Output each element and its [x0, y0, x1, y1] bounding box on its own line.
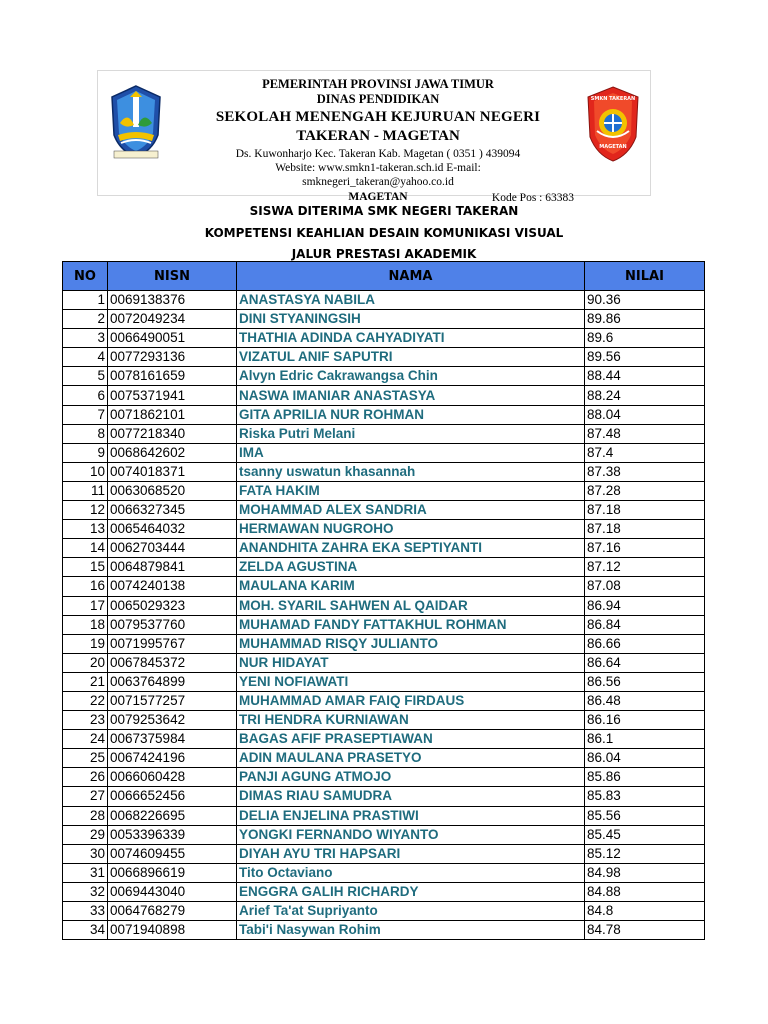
cell-nisn: 0071940898 — [108, 921, 237, 940]
table-row — [63, 558, 705, 577]
cell-nisn: 0065029323 — [108, 596, 237, 615]
table-header-row — [63, 262, 705, 291]
address-line: Ds. Kuwonharjo Kec. Takeran Kab. Magetan ( 0351 ) 439094 — [235, 148, 521, 160]
cell-nilai: 86.1 — [585, 730, 705, 749]
table-row — [63, 806, 705, 825]
cell-nilai: 87.38 — [585, 462, 705, 481]
table-row — [63, 730, 705, 749]
cell-nisn: 0075371941 — [108, 386, 237, 405]
cell-no: 16 — [63, 577, 108, 596]
cell-nilai: 87.18 — [585, 520, 705, 539]
school-type-line: SEKOLAH MENENGAH KEJURUAN NEGERI — [215, 109, 541, 125]
cell-nisn: 0053396339 — [108, 825, 237, 844]
table-row — [63, 310, 705, 329]
cell-nama: THATHIA ADINDA CAHYADIYATI — [237, 329, 585, 348]
cell-nama: TRI HENDRA KURNIAWAN — [237, 711, 585, 730]
government-line: PEMERINTAH PROVINSI JAWA TIMUR — [262, 77, 494, 91]
cell-nama: Riska Putri Melani — [237, 424, 585, 443]
table-row — [63, 367, 705, 386]
cell-nama: GITA APRILIA NUR ROHMAN — [237, 405, 585, 424]
table-row — [63, 520, 705, 539]
cell-nilai: 85.83 — [585, 787, 705, 806]
cell-no: 33 — [63, 902, 108, 921]
table-row — [63, 539, 705, 558]
cell-no: 23 — [63, 711, 108, 730]
table-row — [63, 711, 705, 730]
cell-nilai: 85.12 — [585, 844, 705, 863]
logo-bottom-text: MAGETAN — [599, 144, 627, 150]
table-row — [63, 863, 705, 882]
website-line: Website: www.smkn1-takeran.sch.id E-mail: smknegeri_takeran@yahoo.co.id — [275, 162, 481, 188]
table-row — [63, 653, 705, 672]
cell-no: 29 — [63, 825, 108, 844]
header-nama: NAMA — [237, 262, 585, 291]
cell-nama: ZELDA AGUSTINA — [237, 558, 585, 577]
table-row — [63, 481, 705, 500]
east-java-emblem-icon — [108, 83, 164, 161]
table-row — [63, 691, 705, 710]
cell-nisn: 0066652456 — [108, 787, 237, 806]
cell-no: 24 — [63, 730, 108, 749]
cell-nama: ANANDHITA ZAHRA EKA SEPTIYANTI — [237, 539, 585, 558]
cell-nisn: 0071862101 — [108, 405, 237, 424]
table-row — [63, 405, 705, 424]
cell-nisn: 0067845372 — [108, 653, 237, 672]
cell-no: 4 — [63, 348, 108, 367]
letterhead — [97, 70, 651, 204]
table-row — [63, 329, 705, 348]
cell-no: 17 — [63, 596, 108, 615]
cell-nisn: 0077293136 — [108, 348, 237, 367]
cell-nisn: 0066060428 — [108, 768, 237, 787]
cell-nisn: 0062703444 — [108, 539, 237, 558]
cell-no: 13 — [63, 520, 108, 539]
cell-nama: MOHAMMAD ALEX SANDRIA — [237, 501, 585, 520]
cell-nisn: 0072049234 — [108, 310, 237, 329]
table-row — [63, 672, 705, 691]
students-table — [62, 261, 705, 940]
cell-nisn: 0074609455 — [108, 844, 237, 863]
table-row — [63, 844, 705, 863]
cell-nilai: 87.48 — [585, 424, 705, 443]
cell-nisn: 0069443040 — [108, 882, 237, 901]
cell-nama: DELIA ENJELINA PRASTIWI — [237, 806, 585, 825]
cell-no: 28 — [63, 806, 108, 825]
cell-nama: DIYAH AYU TRI HAPSARI — [237, 844, 585, 863]
cell-nilai: 86.66 — [585, 634, 705, 653]
cell-no: 12 — [63, 501, 108, 520]
cell-no: 2 — [63, 310, 108, 329]
table-row — [63, 615, 705, 634]
cell-no: 26 — [63, 768, 108, 787]
table-row — [63, 501, 705, 520]
cell-nisn: 0071995767 — [108, 634, 237, 653]
cell-nisn: 0078161659 — [108, 367, 237, 386]
cell-no: 11 — [63, 481, 108, 500]
table-row — [63, 462, 705, 481]
cell-no: 5 — [63, 367, 108, 386]
cell-nilai: 86.64 — [585, 653, 705, 672]
cell-no: 15 — [63, 558, 108, 577]
cell-nilai: 85.56 — [585, 806, 705, 825]
cell-nama: Alvyn Edric Cakrawangsa Chin — [237, 367, 585, 386]
cell-nilai: 88.04 — [585, 405, 705, 424]
cell-no: 22 — [63, 691, 108, 710]
cell-nilai: 89.6 — [585, 329, 705, 348]
cell-no: 3 — [63, 329, 108, 348]
cell-nisn: 0063764899 — [108, 672, 237, 691]
cell-nama: IMA — [237, 443, 585, 462]
cell-no: 30 — [63, 844, 108, 863]
cell-nisn: 0074018371 — [108, 462, 237, 481]
cell-nilai: 86.16 — [585, 711, 705, 730]
table-row — [63, 921, 705, 940]
cell-nilai: 87.12 — [585, 558, 705, 577]
header-no: NO — [63, 262, 108, 291]
logo-top-text: SMKN TAKERAN — [590, 96, 636, 102]
cell-nisn: 0064879841 — [108, 558, 237, 577]
table-row — [63, 825, 705, 844]
cell-nama: YONGKI FERNANDO WIYANTO — [237, 825, 585, 844]
header-nilai: NILAI — [585, 262, 705, 291]
cell-nama: FATA HAKIM — [237, 481, 585, 500]
cell-nilai: 87.28 — [585, 481, 705, 500]
table-row — [63, 634, 705, 653]
cell-no: 31 — [63, 863, 108, 882]
cell-nilai: 90.36 — [585, 291, 705, 310]
table-row — [63, 787, 705, 806]
title-line-1: SISWA DITERIMA SMK NEGERI TAKERAN — [249, 204, 519, 218]
cell-nisn: 0068642602 — [108, 443, 237, 462]
table-row — [63, 768, 705, 787]
cell-nilai: 89.56 — [585, 348, 705, 367]
title-line-2: KOMPETENSI KEAHLIAN DESAIN KOMUNIKASI VISUAL — [204, 225, 564, 240]
cell-nama: NUR HIDAYAT — [237, 653, 585, 672]
cell-nama: VIZATUL ANIF SAPUTRI — [237, 348, 585, 367]
cell-no: 14 — [63, 539, 108, 558]
cell-nisn: 0066896619 — [108, 863, 237, 882]
table-row — [63, 902, 705, 921]
cell-nilai: 86.04 — [585, 749, 705, 768]
school-logo-icon — [585, 85, 641, 163]
cell-nisn: 0069138376 — [108, 291, 237, 310]
cell-nama: Arief Ta'at Supriyanto — [237, 902, 585, 921]
cell-nisn: 0079253642 — [108, 711, 237, 730]
cell-nama: PANJI AGUNG ATMOJO — [237, 768, 585, 787]
cell-nama: tsanny uswatun khasannah — [237, 462, 585, 481]
postal-code: Kode Pos : 63383 — [491, 192, 574, 204]
cell-nilai: 85.86 — [585, 768, 705, 787]
cell-nisn: 0074240138 — [108, 577, 237, 596]
table-row — [63, 443, 705, 462]
cell-nama: MAULANA KARIM — [237, 577, 585, 596]
city-name: MAGETAN — [348, 191, 408, 203]
cell-nisn: 0071577257 — [108, 691, 237, 710]
table-row — [63, 882, 705, 901]
cell-no: 10 — [63, 462, 108, 481]
cell-no: 21 — [63, 672, 108, 691]
cell-nilai: 88.24 — [585, 386, 705, 405]
cell-nilai: 86.84 — [585, 615, 705, 634]
cell-nisn: 0063068520 — [108, 481, 237, 500]
cell-nilai: 84.8 — [585, 902, 705, 921]
cell-nama: ADIN MAULANA PRASETYO — [237, 749, 585, 768]
cell-nilai: 87.4 — [585, 443, 705, 462]
cell-nama: ANASTASYA NABILA — [237, 291, 585, 310]
cell-nilai: 87.16 — [585, 539, 705, 558]
cell-nama: DINI STYANINGSIH — [237, 310, 585, 329]
school-location-line: TAKERAN - MAGETAN — [296, 128, 460, 144]
table-row — [63, 577, 705, 596]
cell-no: 18 — [63, 615, 108, 634]
cell-nisn: 0077218340 — [108, 424, 237, 443]
cell-nama: BAGAS AFIF PRASEPTIAWAN — [237, 730, 585, 749]
cell-nisn: 0066490051 — [108, 329, 237, 348]
cell-nisn: 0067375984 — [108, 730, 237, 749]
cell-nilai: 87.08 — [585, 577, 705, 596]
cell-nisn: 0066327345 — [108, 501, 237, 520]
cell-nilai: 88.44 — [585, 367, 705, 386]
cell-nilai: 86.48 — [585, 691, 705, 710]
cell-nama: ENGGRA GALIH RICHARDY — [237, 882, 585, 901]
cell-nama: Tito Octaviano — [237, 863, 585, 882]
cell-nilai: 89.86 — [585, 310, 705, 329]
title-line-3: JALUR PRESTASI AKADEMIK — [291, 247, 477, 261]
table-row — [63, 348, 705, 367]
cell-nilai: 84.78 — [585, 921, 705, 940]
cell-no: 20 — [63, 653, 108, 672]
cell-no: 32 — [63, 882, 108, 901]
header-nisn: NISN — [108, 262, 237, 291]
cell-no: 6 — [63, 386, 108, 405]
cell-nilai: 84.98 — [585, 863, 705, 882]
cell-no: 1 — [63, 291, 108, 310]
document-titles — [0, 201, 768, 266]
cell-nilai: 87.18 — [585, 501, 705, 520]
cell-no: 8 — [63, 424, 108, 443]
table-row — [63, 596, 705, 615]
table-row — [63, 424, 705, 443]
table-row — [63, 386, 705, 405]
cell-nama: YENI NOFIAWATI — [237, 672, 585, 691]
cell-nilai: 85.45 — [585, 825, 705, 844]
cell-no: 34 — [63, 921, 108, 940]
cell-no: 19 — [63, 634, 108, 653]
cell-no: 27 — [63, 787, 108, 806]
table-row — [63, 749, 705, 768]
cell-nilai: 84.88 — [585, 882, 705, 901]
cell-nisn: 0065464032 — [108, 520, 237, 539]
letterhead-text — [198, 77, 574, 205]
cell-nama: MUHAMMAD RISQY JULIANTO — [237, 634, 585, 653]
cell-nama: Tabi'i Nasywan Rohim — [237, 921, 585, 940]
cell-no: 25 — [63, 749, 108, 768]
cell-nama: MUHAMMAD AMAR FAIQ FIRDAUS — [237, 691, 585, 710]
cell-nisn: 0079537760 — [108, 615, 237, 634]
cell-nama: HERMAWAN NUGROHO — [237, 520, 585, 539]
table-row — [63, 291, 705, 310]
cell-nama: MUHAMAD FANDY FATTAKHUL ROHMAN — [237, 615, 585, 634]
cell-no: 9 — [63, 443, 108, 462]
cell-nilai: 86.56 — [585, 672, 705, 691]
cell-nama: MOH. SYARIL SAHWEN AL QAIDAR — [237, 596, 585, 615]
cell-nisn: 0067424196 — [108, 749, 237, 768]
cell-no: 7 — [63, 405, 108, 424]
cell-nama: DIMAS RIAU SAMUDRA — [237, 787, 585, 806]
cell-nisn: 0064768279 — [108, 902, 237, 921]
cell-nisn: 0068226695 — [108, 806, 237, 825]
cell-nama: NASWA IMANIAR ANASTASYA — [237, 386, 585, 405]
cell-nilai: 86.94 — [585, 596, 705, 615]
department-line: DINAS PENDIDIKAN — [316, 92, 440, 106]
